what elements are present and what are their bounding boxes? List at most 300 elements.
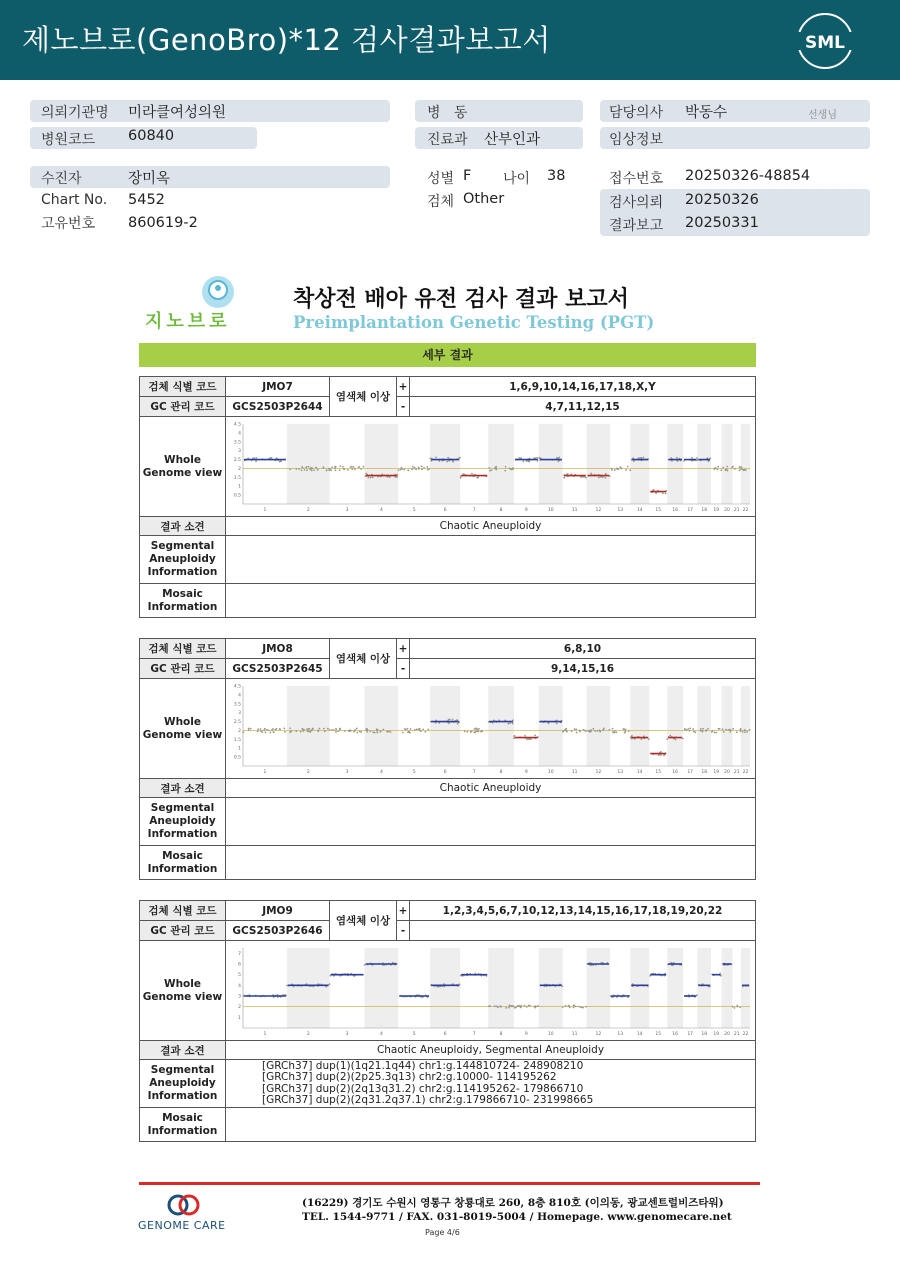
- mosaic-value: [226, 846, 756, 880]
- x-tick-label: 20: [724, 1031, 730, 1037]
- loss-sign: -: [397, 659, 410, 679]
- y-tick-label: 2.5: [233, 719, 241, 725]
- data-point: [732, 1005, 734, 1007]
- data-point: [697, 459, 699, 461]
- data-point: [519, 1005, 521, 1007]
- data-point: [580, 1006, 582, 1008]
- data-point: [579, 729, 581, 731]
- x-tick-label: 15: [655, 769, 662, 775]
- y-tick-label: 0.5: [233, 755, 241, 761]
- data-point: [715, 731, 717, 733]
- chrom-stripe: [697, 686, 711, 766]
- loss-list: [410, 921, 756, 941]
- data-point: [729, 731, 731, 733]
- data-point: [339, 727, 341, 729]
- x-tick-label: 10: [547, 507, 554, 513]
- hospital-code-label: 병원코드: [41, 132, 96, 148]
- data-point: [476, 727, 478, 729]
- data-point: [562, 1006, 564, 1008]
- data-point: [713, 468, 715, 470]
- x-tick-label: 13: [617, 769, 624, 775]
- x-tick-label: 1: [263, 769, 267, 775]
- data-point: [407, 469, 409, 471]
- age-value: 38: [547, 168, 566, 184]
- data-point: [372, 731, 374, 733]
- data-point: [388, 730, 390, 732]
- data-point: [327, 727, 329, 729]
- data-point: [725, 728, 727, 730]
- data-point: [575, 1005, 577, 1007]
- data-point: [328, 467, 330, 469]
- data-point: [452, 460, 454, 462]
- data-point: [665, 492, 667, 494]
- data-point: [536, 456, 538, 458]
- data-point: [308, 465, 310, 467]
- data-point: [599, 730, 601, 732]
- data-point: [744, 468, 746, 470]
- data-point: [401, 468, 403, 470]
- y-tick-label: 3: [238, 994, 241, 999]
- y-tick-label: 3: [238, 448, 241, 454]
- chrom-stripe: [287, 948, 330, 1028]
- data-point: [624, 731, 626, 733]
- name-value: 장미옥: [128, 171, 171, 187]
- genome-plot: [229, 420, 754, 514]
- data-point: [562, 985, 564, 987]
- segmental-line: [GRCh37] dup(2)(2p25.3q13) chr2:g.10000- 114195262: [262, 1071, 557, 1083]
- segmental-line: [GRCh37] dup(2)(2q13q31.2) chr2:g.114195262- 179866710: [262, 1082, 584, 1095]
- data-point: [742, 730, 744, 732]
- data-point: [335, 469, 337, 471]
- data-point: [578, 1005, 580, 1007]
- doctor-value: 박동수: [685, 105, 728, 121]
- chrom-stripe: [630, 948, 649, 1028]
- data-point: [670, 457, 672, 459]
- data-point: [310, 729, 312, 731]
- x-tick-label: 6: [443, 507, 447, 513]
- x-tick-label: 10: [547, 1031, 554, 1037]
- doctor-suffix: 선생님: [808, 110, 837, 121]
- data-point: [711, 730, 713, 732]
- y-tick-label: 1: [238, 1015, 241, 1021]
- data-point: [563, 476, 565, 478]
- gain-list: 1,6,9,10,14,16,17,18,X,Y: [410, 377, 756, 397]
- data-point: [418, 728, 420, 730]
- x-tick-label: 13: [617, 507, 624, 513]
- data-point: [496, 1005, 498, 1007]
- data-point: [435, 456, 437, 458]
- data-point: [719, 727, 721, 729]
- chrom-stripe: [721, 686, 732, 766]
- chrom-stripe: [365, 424, 399, 504]
- x-tick-label: 17: [687, 769, 694, 775]
- chrom-stripe: [667, 424, 683, 504]
- data-point: [694, 731, 696, 733]
- data-point: [302, 466, 304, 468]
- footer-address: [302, 1196, 732, 1224]
- gain-list: 6,8,10: [410, 639, 756, 659]
- request-value: 20250326: [685, 192, 759, 208]
- x-tick-label: 4: [379, 769, 383, 775]
- data-point: [390, 731, 392, 733]
- data-point: [358, 466, 360, 468]
- page-title: 제노브로(GenoBro)*12 검사결과보고서: [22, 23, 551, 57]
- data-point: [250, 727, 252, 729]
- header-bar: [0, 0, 900, 80]
- x-tick-label: 5: [412, 507, 416, 513]
- data-point: [740, 730, 742, 732]
- sex-label: 성별: [427, 171, 455, 187]
- chrom-stripe: [587, 948, 611, 1028]
- data-point: [689, 727, 691, 729]
- data-point: [505, 465, 507, 467]
- data-point: [573, 1006, 575, 1008]
- data-point: [255, 456, 257, 458]
- data-point: [446, 460, 448, 462]
- x-tick-label: 6: [443, 769, 447, 775]
- x-tick-label: 11: [571, 507, 578, 513]
- chrom-stripe: [539, 686, 563, 766]
- loss-sign: -: [397, 397, 410, 417]
- data-point: [495, 468, 497, 470]
- data-point: [573, 1004, 575, 1006]
- chrom-stripe: [488, 686, 514, 766]
- data-point: [702, 727, 704, 729]
- sample-table-3: [139, 900, 756, 1142]
- data-point: [473, 731, 475, 733]
- result-label: 결과 소견: [140, 1041, 226, 1060]
- data-point: [307, 730, 309, 732]
- doctor-label: 담당의사: [609, 105, 664, 121]
- data-point: [526, 738, 528, 740]
- data-point: [426, 466, 428, 468]
- data-point: [412, 465, 414, 467]
- data-point: [604, 476, 606, 478]
- data-point: [534, 734, 536, 736]
- report-title: 착상전 배아 유전 검사 결과 보고서: [293, 287, 629, 312]
- genome-view-label: Whole Genome view: [140, 679, 226, 779]
- data-point: [312, 727, 314, 729]
- y-tick-label: 2: [238, 728, 241, 734]
- data-point: [322, 467, 324, 469]
- data-point: [714, 731, 716, 733]
- x-tick-label: 9: [524, 507, 528, 513]
- x-tick-label: 22: [742, 507, 749, 513]
- clinical-label: 임상정보: [609, 132, 664, 148]
- data-point: [260, 728, 262, 730]
- data-point: [364, 964, 366, 966]
- result-label: 결과 소견: [140, 517, 226, 536]
- data-point: [298, 468, 300, 470]
- data-point: [562, 730, 564, 732]
- institution-value: 미라클여성의원: [128, 105, 227, 121]
- data-point: [428, 467, 430, 469]
- data-point: [416, 728, 418, 730]
- x-tick-label: 14: [636, 1031, 643, 1037]
- data-point: [429, 457, 431, 459]
- y-tick-label: 3.5: [233, 701, 241, 707]
- genome-view-label: Whole Genome view: [140, 941, 226, 1041]
- data-point: [660, 754, 662, 756]
- data-point: [408, 731, 410, 733]
- segmental-label: Segmental Aneuploidy Information: [140, 1060, 226, 1108]
- result-value: Chaotic Aneuploidy, Segmental Aneuploidy: [226, 1041, 756, 1060]
- data-point: [730, 729, 732, 731]
- x-tick-label: 22: [742, 1031, 749, 1037]
- data-point: [424, 730, 426, 732]
- data-point: [422, 728, 424, 730]
- data-point: [742, 468, 744, 470]
- data-point: [666, 738, 668, 740]
- data-point: [608, 729, 610, 731]
- data-point: [621, 467, 623, 469]
- genome-view-label: Whole Genome view: [140, 417, 226, 517]
- data-point: [720, 469, 722, 471]
- x-tick-label: 16: [672, 769, 678, 775]
- x-tick-label: 5: [412, 1031, 416, 1037]
- chrom-stripe: [741, 686, 750, 766]
- x-tick-label: 3: [345, 1031, 349, 1037]
- data-point: [510, 1004, 512, 1006]
- age-label: 나이: [503, 171, 531, 187]
- data-point: [242, 995, 244, 997]
- chrom-stripe: [630, 686, 649, 766]
- id-value: 860619-2: [128, 215, 198, 231]
- data-point: [727, 469, 729, 471]
- data-point: [438, 722, 440, 724]
- data-point: [275, 728, 277, 730]
- receipt-value: 20250326-48854: [685, 168, 811, 184]
- request-label: 검사의뢰: [609, 195, 664, 211]
- genome-care-text: GENOME CARE: [138, 1219, 226, 1232]
- data-point: [739, 469, 741, 471]
- x-tick-label: 13: [617, 1031, 624, 1037]
- data-point: [722, 466, 724, 468]
- data-point: [366, 730, 368, 732]
- x-tick-label: 20: [724, 769, 730, 775]
- data-point: [565, 1004, 567, 1006]
- result-value: Chaotic Aneuploidy: [226, 517, 756, 536]
- segmental-line: [GRCh37] dup(2)(2q31.2q37.1) chr2:g.179866710- 231998665: [262, 1094, 594, 1106]
- data-point: [641, 738, 643, 740]
- chrom-stripe: [287, 424, 330, 504]
- data-point: [594, 730, 596, 732]
- data-point: [323, 727, 325, 729]
- data-point: [592, 727, 594, 729]
- data-point: [589, 730, 591, 732]
- data-point: [464, 730, 466, 732]
- data-point: [702, 730, 704, 732]
- data-point: [734, 1007, 736, 1009]
- data-point: [528, 460, 530, 462]
- gc-code-label: GC 관리 코드: [140, 397, 226, 417]
- data-point: [524, 734, 526, 736]
- data-point: [700, 727, 702, 729]
- data-point: [707, 727, 709, 729]
- mosaic-label: Mosaic Information: [140, 846, 226, 880]
- name-label: 수진자: [41, 171, 82, 187]
- data-point: [732, 465, 734, 467]
- x-tick-label: 20: [724, 507, 730, 513]
- data-point: [331, 466, 333, 468]
- report-value: 20250331: [685, 215, 759, 231]
- sample-code-label: 검체 식별 코드: [140, 639, 226, 659]
- data-point: [642, 456, 644, 458]
- data-point: [363, 465, 365, 467]
- data-point: [705, 730, 707, 732]
- loss-sign: -: [397, 921, 410, 941]
- data-point: [669, 734, 671, 736]
- x-tick-label: 5: [412, 769, 416, 775]
- data-point: [528, 1004, 530, 1006]
- chrom-stripe: [287, 686, 330, 766]
- data-point: [571, 730, 573, 732]
- x-tick-label: 7: [472, 769, 476, 775]
- y-tick-label: 3.5: [233, 439, 241, 445]
- data-point: [696, 457, 698, 459]
- data-point: [495, 465, 497, 467]
- data-point: [691, 457, 693, 459]
- x-tick-label: 11: [571, 1031, 578, 1037]
- data-point: [447, 456, 449, 458]
- data-point: [398, 469, 400, 471]
- data-point: [725, 468, 727, 470]
- data-point: [421, 465, 423, 467]
- data-point: [736, 1004, 738, 1006]
- data-point: [423, 466, 425, 468]
- chrom-stripe: [430, 424, 460, 504]
- id-label: 고유번호: [41, 216, 96, 232]
- data-point: [329, 983, 331, 985]
- data-point: [286, 984, 288, 986]
- data-point: [687, 728, 689, 730]
- data-point: [488, 466, 490, 468]
- x-tick-label: 16: [672, 507, 678, 513]
- data-point: [537, 1004, 539, 1006]
- data-point: [726, 465, 728, 467]
- data-point: [372, 476, 374, 478]
- x-tick-label: 14: [636, 507, 643, 513]
- x-tick-label: 12: [595, 507, 602, 513]
- gain-list: 1,2,3,4,5,6,7,10,12,13,14,15,16,17,18,19,20,22: [410, 901, 756, 921]
- y-tick-label: 4.5: [233, 422, 241, 427]
- data-point: [380, 730, 382, 732]
- data-point: [633, 460, 635, 462]
- data-point: [317, 729, 319, 731]
- data-point: [389, 476, 391, 478]
- data-point: [295, 468, 297, 470]
- data-point: [421, 468, 423, 470]
- data-point: [682, 737, 684, 739]
- data-point: [470, 731, 472, 733]
- data-point: [308, 727, 310, 729]
- data-point: [459, 456, 461, 458]
- chrom-abn-label: 염색체 이상: [330, 639, 397, 679]
- y-tick-label: 2.5: [233, 457, 241, 463]
- y-tick-label: 1: [238, 484, 241, 490]
- data-point: [516, 1005, 518, 1007]
- data-point: [597, 730, 599, 732]
- data-point: [513, 737, 515, 739]
- data-point: [301, 469, 303, 471]
- y-tick-label: 4: [238, 983, 241, 989]
- specimen-value: Other: [463, 191, 505, 207]
- data-point: [365, 472, 367, 474]
- data-point: [313, 469, 315, 471]
- page-number: Page 4/6: [425, 1228, 460, 1237]
- segmental-line: [GRCh37] dup(1)(1q21.1q44) chr1:g.144810724- 248908210: [262, 1059, 584, 1072]
- data-point: [614, 729, 616, 731]
- data-point: [319, 727, 321, 729]
- data-point: [333, 729, 335, 731]
- data-point: [686, 729, 688, 731]
- segmental-value: [226, 1060, 756, 1108]
- data-point: [510, 467, 512, 469]
- data-point: [518, 457, 520, 459]
- x-tick-label: 3: [345, 507, 349, 513]
- y-tick-label: 6: [238, 962, 241, 967]
- data-point: [289, 468, 291, 470]
- data-point: [284, 730, 286, 732]
- dept-label: 진료과: [427, 132, 468, 148]
- chrom-stripe: [430, 948, 460, 1028]
- dept-value: 산부인과: [484, 132, 541, 148]
- data-point: [414, 728, 416, 730]
- data-point: [360, 468, 362, 470]
- sml-logo-icon: [796, 12, 854, 70]
- data-point: [590, 472, 592, 474]
- y-tick-label: 7: [238, 951, 241, 957]
- data-point: [728, 728, 730, 730]
- data-point: [598, 476, 600, 478]
- data-point: [331, 729, 333, 731]
- data-point: [471, 472, 473, 474]
- chrom-stripe: [365, 948, 399, 1028]
- segmental-value: [226, 536, 756, 584]
- genome-plot: [229, 944, 754, 1038]
- data-point: [684, 727, 686, 729]
- data-point: [356, 731, 358, 733]
- data-point: [477, 476, 479, 478]
- x-tick-label: 2: [306, 1031, 310, 1037]
- data-point: [348, 729, 350, 731]
- data-point: [512, 467, 514, 469]
- data-point: [370, 476, 372, 478]
- section-title: 세부 결과: [139, 343, 756, 367]
- data-point: [677, 460, 679, 462]
- svg-text:SML: SML: [805, 33, 845, 53]
- x-tick-label: 8: [499, 1031, 503, 1037]
- data-point: [512, 1004, 514, 1006]
- data-point: [317, 468, 319, 470]
- data-point: [708, 460, 710, 462]
- data-point: [315, 466, 317, 468]
- data-point: [306, 469, 308, 471]
- x-tick-label: 19: [713, 1031, 720, 1037]
- data-point: [279, 728, 281, 730]
- chart-label: Chart No.: [41, 192, 108, 208]
- x-tick-label: 14: [636, 769, 643, 775]
- gc-code: GCS2503P2645: [226, 659, 330, 679]
- data-point: [335, 727, 337, 729]
- y-tick-label: 5: [238, 972, 241, 978]
- x-tick-label: 7: [472, 507, 476, 513]
- data-point: [692, 728, 694, 730]
- data-point: [481, 730, 483, 732]
- chrom-stripe: [539, 948, 563, 1028]
- data-point: [509, 722, 511, 724]
- loss-list: 4,7,11,12,15: [410, 397, 756, 417]
